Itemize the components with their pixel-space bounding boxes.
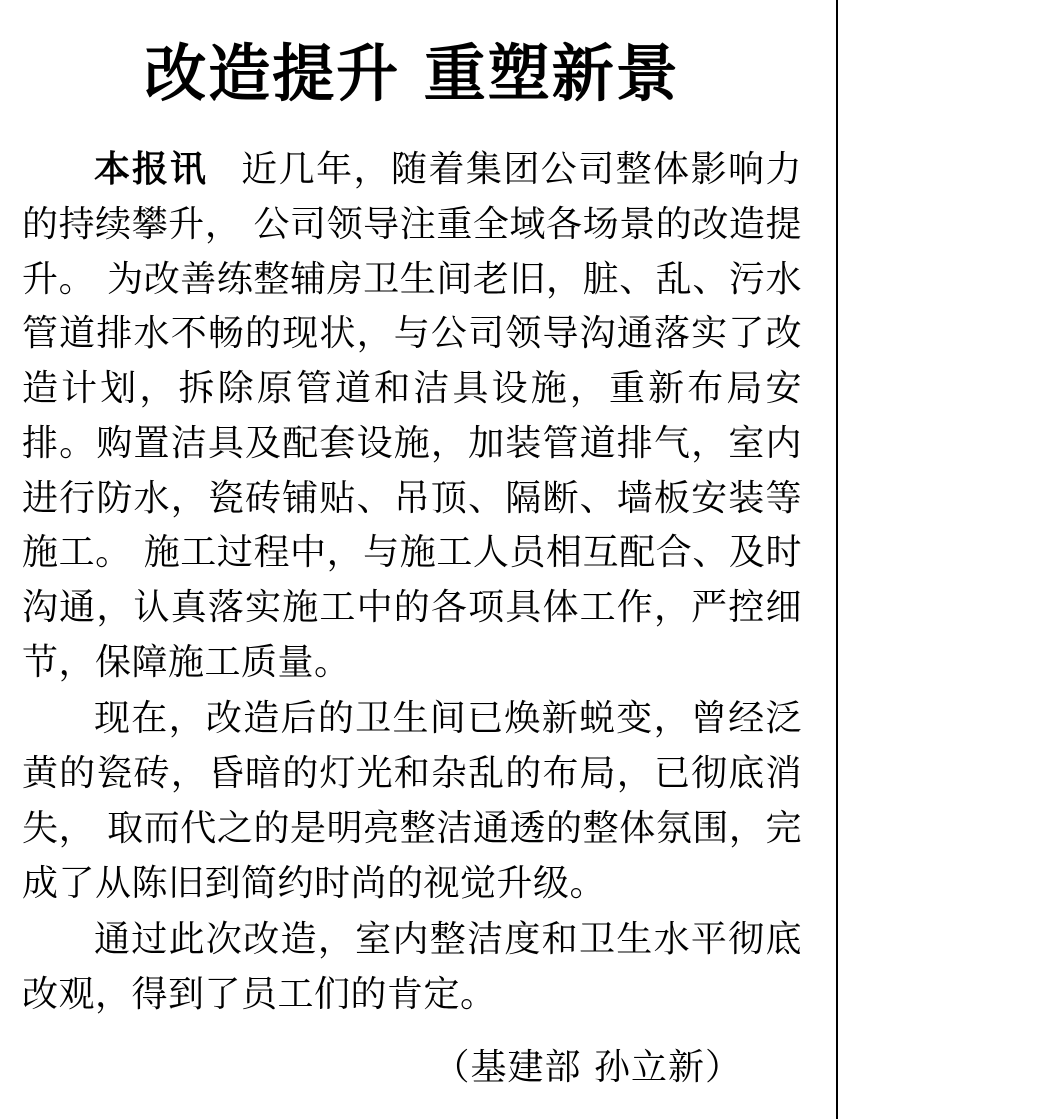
paragraph-3: 通过此次改造，室内整洁度和卫生水平彻底改观，得到了员工们的肯定。: [22, 919, 802, 1015]
article-headline: 改造提升 重塑新景: [144, 37, 680, 110]
paragraph-1: [22, 142, 802, 690]
article-body: [22, 142, 802, 1095]
paragraph-1-text: 近几年，随着集团公司整体影响力的持续攀升， 公司领导注重全域各场景的改造提升。 为改善练整辅房卫生间老旧，脏、乱、污水管道排水不畅的现状，与公司领导沟通落实了改造计划，拆除原管道和洁具设施，重新布局安排。购置洁具及配套设施，加装管道排气，室内进行防水，瓷砖铺贴、吊顶、隔断、墙板安装等施工。 施工过程中，与施工人员相互配合、及时沟通，认真落实施工中的各项具体工作，严控细节，保障施工质量。: [22, 149, 802, 683]
article-byline: （基建部 孙立新）: [433, 1046, 742, 1088]
lead-label: 本报讯: [94, 148, 208, 191]
column-divider-rule: [836, 0, 838, 1119]
paragraph-2: 现在，改造后的卫生间已焕新蜕变，曾经泛黄的瓷砖，昏暗的灯光和杂乱的布局，已彻底消失， 取而代之的是明亮整洁通透的整体氛围，完成了从陈旧到简约时尚的视觉升级。: [22, 698, 802, 904]
